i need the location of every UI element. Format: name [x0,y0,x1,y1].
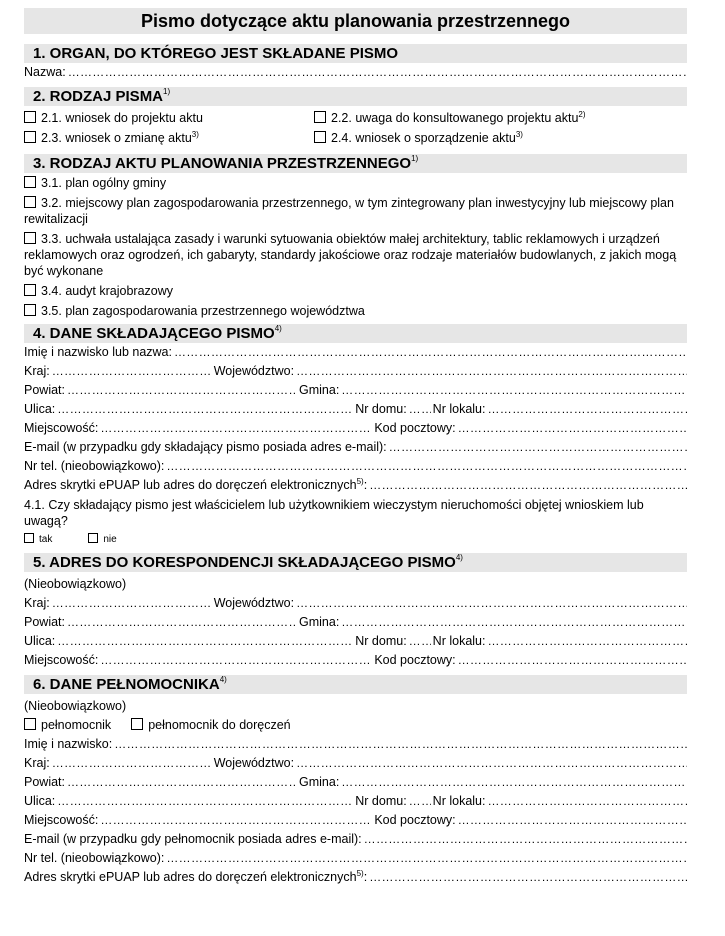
attorney-email-field[interactable] [24,830,687,849]
house-no-input[interactable] [409,792,431,811]
field-input[interactable] [114,735,687,754]
option-label: nie [103,534,117,545]
street-input[interactable] [57,632,353,651]
flat-no-input[interactable] [487,632,687,651]
letter-type-options [24,109,687,149]
organ-name-label: Nazwa: [24,65,66,79]
attorney-street-row [24,792,687,811]
street-input[interactable] [57,792,353,811]
county-label: Powiat: [24,775,65,789]
option-3-1[interactable] [24,175,687,191]
section-6-header [24,675,687,694]
section-4-title: 4. DANE SKŁADAJĄCEGO PISMO [33,325,275,342]
country-input[interactable] [52,754,212,773]
attorney-type-options [24,716,687,735]
county-input[interactable] [67,381,297,400]
house-no-input[interactable] [409,400,431,419]
flat-no-label: Nr lokalu: [432,402,486,416]
applicant-email-field[interactable] [24,438,687,457]
postal-code-label: Kod pocztowy: [374,813,456,827]
epuap-label-text: Adres skrytki ePUAP lub adres do doręczeń elektronicznych [24,478,357,492]
corr-street-row [24,632,687,651]
street-label: Ulica: [24,794,56,808]
county-label: Powiat: [24,615,65,629]
option-label: pełnomocnik [41,718,112,732]
optional-note: (Nieobowiązkowo) [24,699,127,713]
city-label: Miejscowość: [24,421,99,435]
commune-input[interactable] [341,381,687,400]
corr-city-row [24,651,687,670]
commune-label: Gmina: [299,615,340,629]
checkbox[interactable] [24,131,36,143]
country-label: Kraj: [24,756,50,770]
option-label: 3.1. plan ogólny gminy [41,176,167,190]
checkbox[interactable] [24,111,36,123]
country-label: Kraj: [24,364,50,378]
attorney-city-row [24,811,687,830]
country-label: Kraj: [24,596,50,610]
postal-code-label: Kod pocztowy: [374,421,456,435]
flat-no-label: Nr lokalu: [432,794,486,808]
section-2-header [24,87,687,106]
answer-yes[interactable] [24,530,52,548]
city-input[interactable] [100,419,372,438]
checkbox[interactable] [24,232,36,244]
city-label: Miejscowość: [24,653,99,667]
form-title: Pismo dotyczące aktu planowania przestrzennego [24,8,687,34]
flat-no-label: Nr lokalu: [432,634,486,648]
commune-label: Gmina: [299,775,340,789]
attorney-phone-field[interactable] [24,849,687,868]
attorney-epuap-field[interactable] [24,868,687,887]
house-no-label: Nr domu: [355,794,407,808]
flat-no-input[interactable] [487,792,687,811]
house-no-input[interactable] [409,632,431,651]
attorney-country-row [24,754,687,773]
attorney-name-field[interactable] [24,735,687,754]
section-1-title: 1. ORGAN, DO KTÓREGO JEST SKŁADANE PISMO [33,45,399,62]
section-3-title: 3. RODZAJ AKTU PLANOWANIA PRZESTRZENNEGO [33,155,412,172]
option-3-2[interactable] [24,195,687,227]
option-label: 2.2. uwaga do konsultowanego projektu aktu [331,111,579,125]
commune-input[interactable] [341,773,687,792]
checkbox[interactable] [314,111,326,123]
field-input[interactable] [166,849,687,868]
field-input[interactable] [389,438,687,457]
option-label: tak [39,534,53,545]
applicant-epuap-field[interactable] [24,476,687,495]
organ-name-input[interactable] [68,63,687,82]
street-input[interactable] [57,400,353,419]
field-label: Nr tel. (nieobowiązkowo): [24,459,165,473]
footnote-ref: 1) [163,87,171,96]
city-input[interactable] [100,811,372,830]
postal-code-input[interactable] [458,811,687,830]
voivodeship-label: Województwo: [213,756,295,770]
checkbox[interactable] [88,533,98,543]
field-label: Nr tel. (nieobowiązkowo): [24,851,165,865]
option-label: 3.5. plan zagospodarowania przestrzennego województwa [41,304,365,318]
commune-input[interactable] [341,613,687,632]
field-label: Imię i nazwisko lub nazwa: [24,345,172,359]
answer-no[interactable] [88,530,116,548]
section-6-title: 6. DANE PEŁNOMOCNIKA [33,676,220,693]
form-page [24,8,687,887]
applicant-country-row [24,362,687,381]
option-label: 2.4. wniosek o sporządzenie aktu [331,131,516,145]
checkbox[interactable] [24,304,36,316]
checkbox[interactable] [24,284,36,296]
footnote-ref: 5) [356,869,364,878]
field-input[interactable] [364,830,687,849]
county-input[interactable] [67,613,297,632]
checkbox[interactable] [24,196,36,208]
country-input[interactable] [52,594,212,613]
corr-country-row [24,594,687,613]
epuap-label-text: Adres skrytki ePUAP lub adres do doręczeń elektronicznych [24,870,357,884]
postal-code-input[interactable] [458,651,687,670]
option-label: 3.4. audyt krajobrazowy [41,284,174,298]
footnote-ref: 3) [515,130,523,139]
applicant-county-row [24,381,687,400]
field-label: E-mail (w przypadku gdy pełnomocnik posiada adres e-mail): [24,832,362,846]
voivodeship-input[interactable] [296,362,687,381]
field-label: Adres skrytki ePUAP lub adres do doręczeń elektronicznych$^{5)}$: [24,869,368,884]
section-5-title: 5. ADRES DO KORESPONDENCJI SKŁADAJĄCEGO PISMO [33,554,456,571]
street-label: Ulica: [24,634,56,648]
field-input[interactable] [369,868,687,887]
attorney-county-row [24,773,687,792]
section-4-header [24,324,687,343]
postal-code-label: Kod pocztowy: [374,653,456,667]
postal-code-input[interactable] [458,419,687,438]
option-3-5[interactable] [24,303,687,319]
organ-name-field[interactable] [24,63,687,82]
checkbox[interactable] [24,176,36,188]
option-2-1[interactable] [24,109,314,129]
checkbox[interactable] [24,718,36,730]
applicant-phone-field[interactable] [24,457,687,476]
section-2-title: 2. RODZAJ PISMA [33,88,164,105]
field-label: E-mail (w przypadku gdy składający pismo posiada adres e-mail): [24,440,387,454]
house-no-label: Nr domu: [355,402,407,416]
ownership-question: 4.1. Czy składający pismo jest właścicielem lub użytkownikiem wieczystym nieruchomości objętej wnioskiem lub uwagą? [24,498,644,528]
checkbox[interactable] [131,718,143,730]
section-1-header [24,44,687,63]
option-label: 3.2. miejscowy plan zagospodarowania przestrzennego, w tym zintegrowany plan inwestycyjny lub miejscowy plan rewitalizacji [24,196,674,226]
county-label: Powiat: [24,383,65,397]
county-input[interactable] [67,773,297,792]
field-input[interactable] [166,457,687,476]
voivodeship-label: Województwo: [213,364,295,378]
applicant-name-field[interactable] [24,343,687,362]
footnote-ref: 4) [219,675,227,684]
city-label: Miejscowość: [24,813,99,827]
house-no-label: Nr domu: [355,634,407,648]
footnote-ref: 5) [356,477,364,486]
option-attorney-delivery[interactable] [131,716,290,735]
section-5-header [24,553,687,572]
corr-county-row [24,613,687,632]
footnote-ref: 4) [455,553,463,562]
footnote-ref: 1) [411,154,419,163]
voivodeship-input[interactable] [296,594,687,613]
applicant-street-row [24,400,687,419]
footnote-ref: 3) [191,130,199,139]
option-label: pełnomocnik do doręczeń [148,718,291,732]
footnote-ref: 2) [578,110,586,119]
city-input[interactable] [100,651,372,670]
commune-label: Gmina: [299,383,340,397]
voivodeship-input[interactable] [296,754,687,773]
field-input[interactable] [369,476,687,495]
field-label: Imię i nazwisko: [24,737,113,751]
option-3-4[interactable] [24,283,687,299]
street-label: Ulica: [24,402,56,416]
country-input[interactable] [52,362,212,381]
option-2-4[interactable] [314,129,687,149]
option-2-3[interactable] [24,129,314,149]
ownership-answers [24,530,687,548]
option-label: 3.3. uchwała ustalająca zasady i warunki sytuowania obiektów małej architektury, tablic reklamowych i urządzeń reklamowych oraz ogrodzeń, ich gabaryty, standardy jakościowe oraz rodzaje materiałów budowlanych, z jakich mogą być wykonane [24,232,677,278]
checkbox[interactable] [314,131,326,143]
optional-note: (Nieobowiązkowo) [24,577,127,591]
voivodeship-label: Województwo: [213,596,295,610]
section-3-header [24,154,687,173]
option-2-2[interactable] [314,109,687,129]
option-attorney[interactable] [24,716,111,735]
option-label: 2.3. wniosek o zmianę aktu [41,131,192,145]
option-label: 2.1. wniosek do projektu aktu [41,111,203,125]
flat-no-input[interactable] [487,400,687,419]
option-3-3[interactable] [24,231,687,279]
footnote-ref: 4) [274,324,282,333]
checkbox[interactable] [24,533,34,543]
field-label: Adres skrytki ePUAP lub adres do doręczeń elektronicznych$^{5)}$: [24,477,368,492]
field-input[interactable] [174,343,687,362]
applicant-city-row [24,419,687,438]
